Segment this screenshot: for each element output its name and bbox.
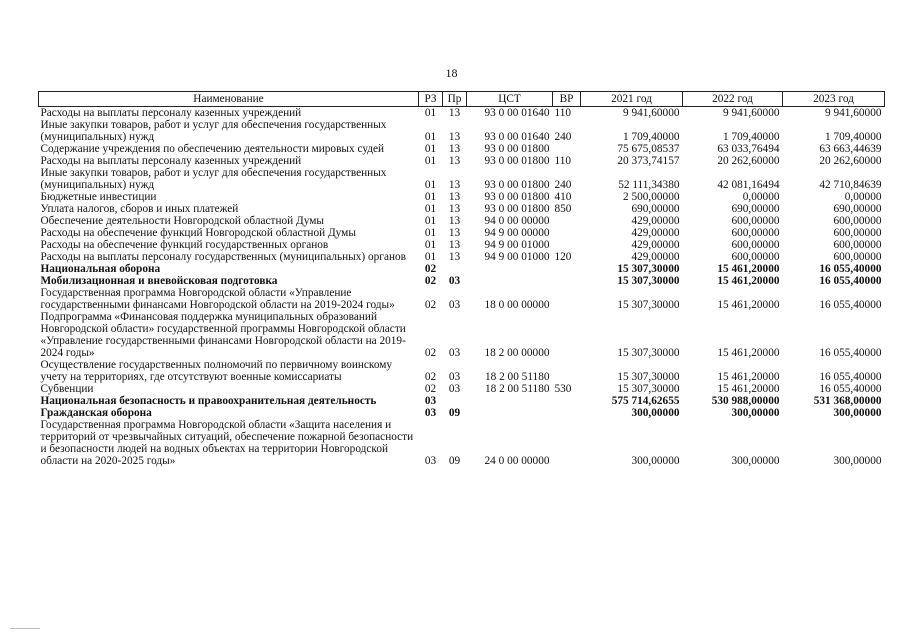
header-name: Наименование (39, 92, 419, 107)
cell-cst: 18 2 00 51180 (484, 383, 550, 395)
cell-y2021: 429,00000 (631, 215, 680, 227)
cell-rz: 02 (424, 263, 437, 275)
table-row (39, 155, 885, 167)
cell-y2023: 600,00000 (833, 227, 882, 239)
cell-y2022: 600,00000 (731, 227, 780, 239)
cell-y2022: 20 262,60000 (717, 155, 780, 167)
budget-table (38, 91, 885, 467)
cell-y2022: 15 461,20000 (717, 263, 780, 275)
cell-pr: 13 (448, 131, 461, 143)
cell-y2021: 1 709,40000 (623, 131, 680, 143)
cell-rz: 01 (424, 155, 437, 167)
cell-y2021: 15 307,30000 (617, 371, 680, 383)
cell-y2023: 16 055,40000 (819, 347, 882, 359)
cell-vr: 410 (554, 191, 572, 203)
header-pr: Пр (443, 92, 467, 107)
header-2022: 2022 год (683, 92, 783, 107)
header-rz: РЗ (419, 92, 443, 107)
cell-rz: 02 (424, 383, 437, 395)
cell-cst: 93 0 00 01800 (484, 155, 550, 167)
cell-vr: 240 (554, 179, 572, 191)
cell-rz: 01 (424, 131, 437, 143)
cell-vr (553, 311, 581, 359)
cell-cst: 94 9 00 01000 (484, 251, 550, 263)
cell-rz: 02 (424, 275, 437, 287)
cell-vr (553, 407, 581, 419)
cell-y2022: 15 461,20000 (717, 275, 780, 287)
table-row (39, 119, 885, 143)
cell-rz: 03 (424, 395, 437, 407)
header-cst: ЦСТ (467, 92, 553, 107)
table-row (39, 191, 885, 203)
cell-pr: 03 (448, 299, 461, 311)
cell-pr: 13 (448, 227, 461, 239)
cell-vr (553, 275, 581, 287)
cell-pr: 03 (448, 347, 461, 359)
cell-y2022: 9 941,60000 (723, 107, 780, 119)
cell-name: Мобилизационная и вневойсковая подготовка (40, 275, 278, 287)
cell-y2022: 300,00000 (731, 455, 780, 467)
cell-pr: 13 (448, 203, 461, 215)
cell-pr: 03 (448, 371, 461, 383)
cell-name: Национальная безопасность и правоохранительная деятельность (40, 395, 377, 407)
header-2023: 2023 год (783, 92, 885, 107)
scan-edge-mark (10, 628, 40, 629)
cell-y2023: 0,00000 (844, 191, 882, 203)
cell-y2023: 600,00000 (833, 239, 882, 251)
cell-y2023: 531 368,00000 (813, 395, 882, 407)
cell-cst: 93 0 00 01800 (484, 143, 550, 155)
table-header (39, 92, 885, 107)
cell-vr: 850 (554, 203, 572, 215)
cell-y2022: 690,00000 (731, 203, 780, 215)
cell-y2022: 600,00000 (731, 215, 780, 227)
cell-y2023: 690,00000 (833, 203, 882, 215)
cell-y2021: 429,00000 (631, 239, 680, 251)
cell-cst: 93 0 00 01640 (484, 131, 550, 143)
cell-pr: 13 (448, 251, 461, 263)
cell-y2022: 0,00000 (742, 191, 780, 203)
cell-y2023: 16 055,40000 (819, 383, 882, 395)
cell-y2021: 300,00000 (631, 455, 680, 467)
cell-vr: 110 (554, 107, 572, 119)
cell-name: Расходы на обеспечение функций государственных органов (40, 239, 329, 251)
cell-pr (443, 395, 467, 407)
cell-pr: 13 (448, 107, 461, 119)
cell-y2021: 690,00000 (631, 203, 680, 215)
cell-y2021: 75 675,08537 (617, 143, 680, 155)
cell-y2021: 15 307,30000 (617, 383, 680, 395)
cell-vr: 240 (554, 131, 572, 143)
cell-name: Иные закупки товаров, работ и услуг для обеспечения государственных (муниципальных) нужд (40, 119, 387, 143)
table-row (39, 419, 885, 467)
cell-y2021: 15 307,30000 (617, 347, 680, 359)
cell-y2021: 575 714,62655 (611, 395, 680, 407)
cell-rz: 01 (424, 239, 437, 251)
table-row (39, 215, 885, 227)
cell-rz: 02 (424, 371, 437, 383)
cell-cst: 94 9 00 01000 (484, 239, 550, 251)
table-row (39, 287, 885, 311)
cell-vr (553, 287, 581, 311)
cell-y2023: 600,00000 (833, 251, 882, 263)
table-row (39, 275, 885, 287)
cell-y2023: 16 055,40000 (819, 299, 882, 311)
table-row (39, 251, 885, 263)
cell-y2021: 15 307,30000 (617, 299, 680, 311)
cell-rz: 01 (424, 191, 437, 203)
cell-name: Национальная оборона (40, 263, 161, 275)
cell-name: Иные закупки товаров, работ и услуг для обеспечения государственных (муниципальных) нужд (40, 167, 387, 191)
cell-y2022: 600,00000 (731, 239, 780, 251)
cell-cst: 94 9 00 00000 (484, 227, 550, 239)
cell-y2023: 63 663,44639 (819, 143, 882, 155)
cell-name: Уплата налогов, сборов и иных платежей (40, 203, 239, 215)
cell-cst: 18 2 00 51180 (484, 371, 550, 383)
cell-cst (467, 263, 553, 275)
cell-y2021: 52 111,34380 (618, 179, 680, 191)
cell-pr (443, 263, 467, 275)
table-row (39, 107, 885, 120)
table-row (39, 167, 885, 191)
cell-pr: 03 (448, 275, 461, 287)
cell-rz: 03 (424, 455, 437, 467)
table-row (39, 359, 885, 383)
cell-pr: 13 (448, 143, 461, 155)
cell-vr: 110 (554, 155, 572, 167)
cell-rz: 01 (424, 227, 437, 239)
cell-name: Расходы на выплаты персоналу казенных учреждений (40, 155, 302, 167)
cell-rz: 01 (424, 215, 437, 227)
cell-cst: 93 0 00 01640 (484, 107, 550, 119)
cell-cst (467, 395, 553, 407)
cell-y2023: 9 941,60000 (825, 107, 882, 119)
cell-rz: 01 (424, 251, 437, 263)
cell-y2023: 20 262,60000 (819, 155, 882, 167)
cell-pr: 03 (448, 383, 461, 395)
cell-name: Гражданская оборона (40, 407, 152, 419)
table-row (39, 239, 885, 251)
cell-name: Обеспечение деятельности Новгородской областной Думы (40, 215, 324, 227)
page-number: 18 (445, 66, 458, 80)
cell-name: Субвенции (40, 383, 94, 395)
cell-cst: 93 0 00 01800 (484, 191, 550, 203)
cell-vr (553, 419, 581, 467)
cell-y2022: 15 461,20000 (717, 347, 780, 359)
table-body (39, 107, 885, 468)
cell-vr (553, 395, 581, 407)
cell-name: Расходы на выплаты персоналу казенных учреждений (40, 107, 302, 119)
cell-name: Государственная программа Новгородской области «Управление государственными финансами Новгородской области на 2019-2024 годы» (40, 287, 395, 311)
cell-vr: 120 (554, 251, 572, 263)
cell-cst: 24 0 00 00000 (484, 455, 550, 467)
cell-cst (467, 407, 553, 419)
cell-y2023: 300,00000 (833, 407, 882, 419)
cell-y2023: 300,00000 (833, 455, 882, 467)
cell-vr (553, 359, 581, 383)
cell-y2022: 300,00000 (731, 407, 780, 419)
cell-vr (553, 143, 581, 155)
cell-pr: 13 (448, 179, 461, 191)
cell-y2022: 15 461,20000 (717, 371, 780, 383)
cell-pr: 09 (448, 407, 461, 419)
cell-y2021: 15 307,30000 (617, 263, 680, 275)
cell-rz: 01 (424, 203, 437, 215)
table-row (39, 143, 885, 155)
table-row (39, 407, 885, 419)
cell-rz: 01 (424, 179, 437, 191)
cell-pr: 13 (448, 191, 461, 203)
cell-y2022: 15 461,20000 (717, 383, 780, 395)
table-row (39, 311, 885, 359)
table-row (39, 383, 885, 395)
cell-vr (553, 263, 581, 275)
cell-vr (553, 239, 581, 251)
cell-pr: 09 (448, 455, 461, 467)
table-row (39, 395, 885, 407)
cell-y2023: 16 055,40000 (819, 275, 882, 287)
cell-name: Бюджетные инвестиции (40, 191, 157, 203)
cell-name: Государственная программа Новгородской области «Защита населения и территорий от чрезвычайных ситуаций, обеспечение пожарной безопасности и безопасности людей на водных объектах на территории Новгородской области на 2020-2025 годы» (40, 419, 414, 467)
cell-y2023: 16 055,40000 (819, 263, 882, 275)
cell-vr: 530 (554, 383, 572, 395)
cell-cst: 18 2 00 00000 (484, 347, 550, 359)
cell-rz: 03 (424, 407, 437, 419)
cell-y2021: 429,00000 (631, 227, 680, 239)
table-row (39, 263, 885, 275)
cell-name: Осуществление государственных полномочий по первичному воинскому учету на территориях, где отсутствуют военные комиссариаты (40, 359, 393, 383)
cell-y2022: 600,00000 (731, 251, 780, 263)
cell-y2021: 9 941,60000 (623, 107, 680, 119)
cell-name: Расходы на обеспечение функций Новгородской областной Думы (40, 227, 356, 239)
cell-y2022: 530 988,00000 (711, 395, 780, 407)
cell-y2023: 16 055,40000 (819, 371, 882, 383)
cell-y2023: 1 709,40000 (825, 131, 882, 143)
cell-rz: 01 (424, 143, 437, 155)
cell-pr: 13 (448, 239, 461, 251)
cell-pr: 13 (448, 215, 461, 227)
cell-rz: 02 (424, 347, 437, 359)
header-2021: 2021 год (581, 92, 683, 107)
cell-cst: 18 0 00 00000 (484, 299, 550, 311)
cell-y2021: 300,00000 (631, 407, 680, 419)
table-row (39, 203, 885, 215)
cell-vr (553, 215, 581, 227)
cell-name: Подпрограмма «Финансовая поддержка муниципальных образований Новгородской области» государственной программы Новгородской области «Управление государственными финансами Новгородской области на 2019-2024 годы» (40, 311, 406, 359)
cell-pr: 13 (448, 155, 461, 167)
cell-vr (553, 227, 581, 239)
cell-cst: 93 0 00 01800 (484, 179, 550, 191)
cell-cst (467, 275, 553, 287)
cell-name: Содержание учреждения по обеспечению деятельности мировых судей (40, 143, 385, 155)
cell-y2021: 15 307,30000 (617, 275, 680, 287)
cell-y2021: 2 500,00000 (623, 191, 680, 203)
cell-y2021: 429,00000 (631, 251, 680, 263)
header-vr: ВР (553, 92, 581, 107)
cell-rz: 02 (424, 299, 437, 311)
cell-name: Расходы на выплаты персоналу государственных (муниципальных) органов (40, 251, 406, 263)
cell-y2021: 20 373,74157 (617, 155, 680, 167)
cell-y2023: 600,00000 (833, 215, 882, 227)
cell-cst: 93 0 00 01800 (484, 203, 550, 215)
cell-y2022: 42 081,16494 (717, 179, 780, 191)
cell-y2022: 63 033,76494 (717, 143, 780, 155)
cell-y2022: 1 709,40000 (723, 131, 780, 143)
cell-cst: 94 0 00 00000 (484, 215, 550, 227)
cell-y2022: 15 461,20000 (717, 299, 780, 311)
table-row (39, 227, 885, 239)
cell-y2023: 42 710,84639 (819, 179, 882, 191)
cell-rz: 01 (424, 107, 437, 119)
